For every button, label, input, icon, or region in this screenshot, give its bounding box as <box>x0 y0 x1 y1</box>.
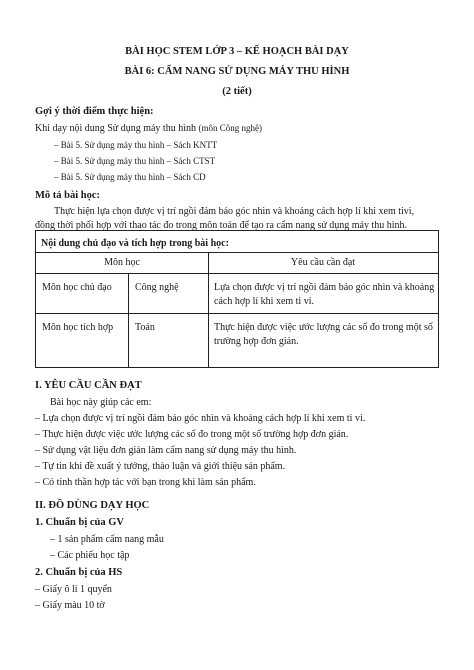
table-row-req-line-2: cách hợp lí khi xem ti vi. <box>214 296 314 307</box>
gv-item: – 1 sản phẩm cẩm nang mẫu <box>50 534 164 545</box>
header-line-3: (2 tiết) <box>222 86 252 97</box>
table-divider <box>208 252 209 367</box>
hs-title: 2. Chuẩn bị của HS <box>35 567 123 578</box>
hs-item: – Giấy ô li 1 quyển <box>35 584 112 595</box>
header-line-1: BÀI HỌC STEM LỚP 3 – KẾ HOẠCH BÀI DẠY <box>125 46 349 57</box>
section-2-title: II. ĐỒ DÙNG DẠY HỌC <box>35 500 150 511</box>
goi-y-item: – Bài 5. Sử dụng máy thu hình – Sách KNTT <box>54 140 218 150</box>
table-row-req-line-1: Lựa chọn được vị trí ngồi đảm bảo góc nhìn và khoảng <box>214 282 435 293</box>
table-header-yeu-cau: Yêu cầu cần đạt <box>290 257 356 268</box>
section-1-item: – Lựa chọn được vị trí ngồi đảm bảo góc nhìn và khoảng cách hợp lí khi xem ti vi. <box>35 413 366 424</box>
section-1-item: – Thực hiện được việc ước lượng các số đo trong một số trường hợp đơn giản. <box>35 429 349 440</box>
goi-y-intro <box>35 123 262 134</box>
mo-ta-line-1: Thực hiện lựa chọn được vị trí ngồi đảm bảo góc nhìn và khoảng cách hợp lí khi xem tivi, <box>54 206 415 217</box>
goi-y-item: – Bài 5. Sử dụng máy thu hình – Sách CD <box>54 172 206 182</box>
integration-table <box>35 230 439 368</box>
goi-y-item: – Bài 5. Sử dụng máy thu hình – Sách CTST <box>54 156 216 166</box>
section-1-item: – Có tinh thần hợp tác với bạn trong khi làm sản phẩm. <box>35 477 256 488</box>
table-row-type: Môn học tích hợp <box>42 322 114 333</box>
goi-y-title: Gợi ý thời điểm thực hiện: <box>35 106 154 117</box>
mo-ta-title: Mô tả bài học: <box>35 190 101 201</box>
table-row-req-line-1: Thực hiện được việc ước lượng các số đo trong một số <box>214 322 433 333</box>
table-divider <box>36 273 438 274</box>
table-row-req-line-2: trường hợp đơn giản. <box>214 336 299 347</box>
goi-y-intro-paren: (môn Công nghệ) <box>198 123 262 133</box>
section-1-title: I. YÊU CẦU CẦN ĐẠT <box>35 380 142 391</box>
section-1-intro: Bài học này giúp các em: <box>50 397 152 408</box>
table-divider <box>36 313 438 314</box>
hs-item: – Giấy màu 10 tờ <box>35 600 105 611</box>
gv-title: 1. Chuẩn bị của GV <box>35 517 124 528</box>
gv-item: – Các phiếu học tập <box>50 550 130 561</box>
table-header-mon-hoc: Môn học <box>104 257 140 268</box>
goi-y-intro-main: Khi dạy nội dung Sử dụng máy thu hình <box>35 123 196 134</box>
mo-ta-line-2: đồng thời phối hợp với thao tác đo trong môn toán để tạo ra cẩm nang sử dụng máy thu hình. <box>35 220 408 231</box>
section-1-item: – Tự tin khi đề xuất ý tưởng, thảo luận và giới thiệu sản phẩm. <box>35 461 286 472</box>
table-divider <box>36 252 438 253</box>
table-row-subject: Công nghệ <box>135 282 179 293</box>
section-1-item: – Sử dụng vật liệu đơn giản làm cẩm nang sử dụng máy thu hình. <box>35 445 297 456</box>
header-line-2: BÀI 6: CẨM NANG SỬ DỤNG MÁY THU HÌNH <box>124 66 350 77</box>
table-row-type: Môn học chủ đạo <box>42 282 112 293</box>
table-title: Nội dung chủ đạo và tích hợp trong bài học: <box>41 238 229 249</box>
table-row-subject: Toán <box>135 322 155 333</box>
table-divider <box>128 273 129 367</box>
